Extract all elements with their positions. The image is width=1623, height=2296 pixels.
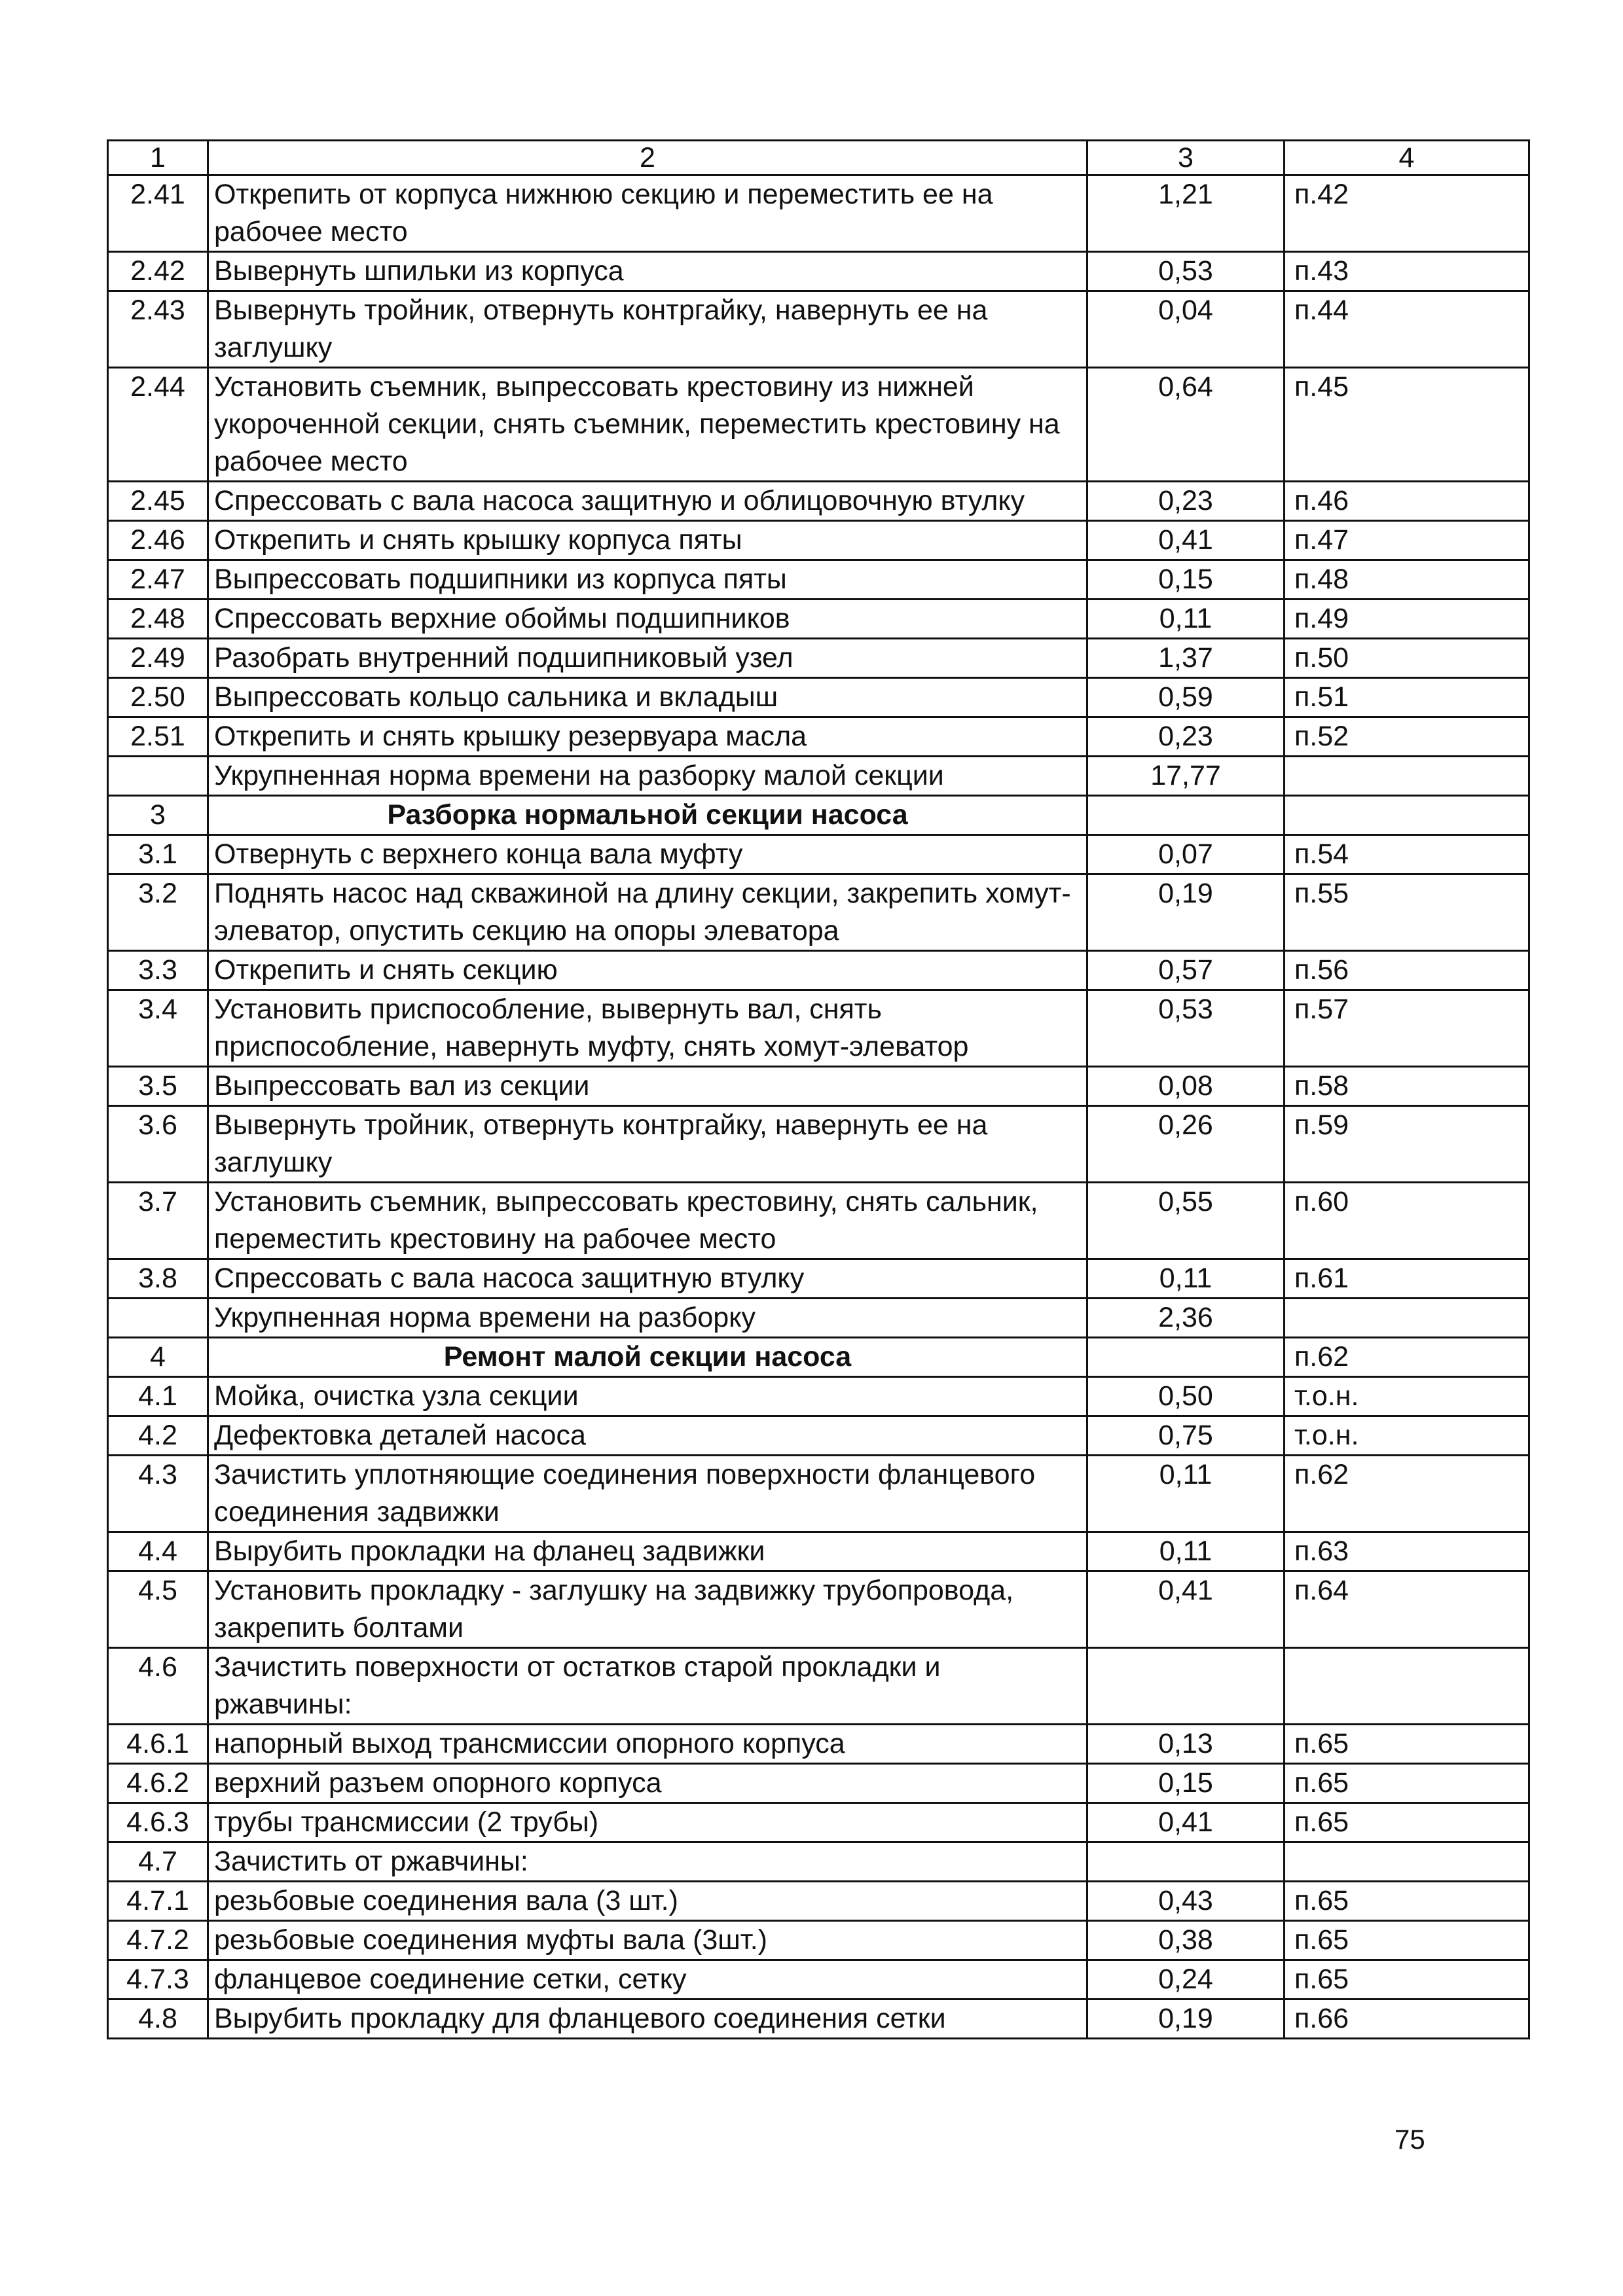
operation-description: Зачистить поверхности от остатков старой прокладки и ржавчины: — [208, 1648, 1087, 1725]
operation-description: Укрупненная норма времени на разборку — [208, 1299, 1087, 1338]
row-number: 4.7.2 — [108, 1921, 208, 1960]
reference: п.61 — [1285, 1259, 1529, 1299]
operation-description: резьбовые соединения муфты вала (3шт.) — [208, 1921, 1087, 1960]
header-col-4: 4 — [1285, 141, 1529, 175]
row-number: 3.4 — [108, 990, 208, 1067]
row-number: 4.7.3 — [108, 1960, 208, 2000]
operation-description: Вывернуть шпильки из корпуса — [208, 252, 1087, 291]
reference: п.43 — [1285, 252, 1529, 291]
reference — [1285, 757, 1529, 796]
time-norm: 0,23 — [1087, 482, 1285, 521]
table-row — [108, 1882, 1529, 1921]
row-number: 4.8 — [108, 2000, 208, 2039]
operation-description: Спрессовать верхние обоймы подшипников — [208, 600, 1087, 639]
time-norm: 0,24 — [1087, 1960, 1285, 2000]
reference — [1285, 1648, 1529, 1725]
time-norm: 0,13 — [1087, 1725, 1285, 1764]
time-norm: 17,77 — [1087, 757, 1285, 796]
operation-description: Открепить от корпуса нижнюю секцию и переместить ее на рабочее место — [208, 175, 1087, 252]
section-row — [108, 796, 1529, 835]
reference: п.48 — [1285, 560, 1529, 600]
table-row — [108, 1259, 1529, 1299]
row-number: 2.45 — [108, 482, 208, 521]
operation-description: трубы трансмиссии (2 трубы) — [208, 1803, 1087, 1842]
reference: п.65 — [1285, 1960, 1529, 2000]
time-norm: 0,53 — [1087, 990, 1285, 1067]
table-row — [108, 1532, 1529, 1571]
row-number: 2.50 — [108, 678, 208, 717]
operation-description: Открепить и снять секцию — [208, 951, 1087, 990]
table-row — [108, 1416, 1529, 1456]
time-norm: 2,36 — [1087, 1299, 1285, 1338]
operation-description: Выпрессовать кольцо сальника и вкладыш — [208, 678, 1087, 717]
reference: п.51 — [1285, 678, 1529, 717]
row-number: 4.7 — [108, 1842, 208, 1882]
row-number: 2.46 — [108, 521, 208, 560]
table-row — [108, 291, 1529, 368]
row-number: 2.49 — [108, 639, 208, 678]
row-number: 4 — [108, 1338, 208, 1377]
operation-description: Вывернуть тройник, отвернуть контргайку, навернуть ее на заглушку — [208, 1106, 1087, 1183]
table-row — [108, 835, 1529, 874]
time-norm: 0,15 — [1087, 560, 1285, 600]
reference: п.55 — [1285, 874, 1529, 951]
time-norm: 0,55 — [1087, 1183, 1285, 1259]
time-norm: 0,11 — [1087, 1532, 1285, 1571]
reference: п.46 — [1285, 482, 1529, 521]
row-number: 2.51 — [108, 717, 208, 757]
operation-description: Установить съемник, выпрессовать крестовину из нижней укороченной секции, снять съемник, переместить крестовину на рабочее место — [208, 368, 1087, 482]
table-row — [108, 757, 1529, 796]
reference: п.44 — [1285, 291, 1529, 368]
table-body — [108, 175, 1529, 2039]
operation-description: Открепить и снять крышку корпуса пяты — [208, 521, 1087, 560]
row-number: 3.5 — [108, 1067, 208, 1106]
operation-description: Разборка нормальной секции насоса — [208, 796, 1087, 835]
row-number: 4.7.1 — [108, 1882, 208, 1921]
table-row — [108, 1377, 1529, 1416]
time-norm: 0,53 — [1087, 252, 1285, 291]
table-row — [108, 1803, 1529, 1842]
table-row — [108, 1960, 1529, 2000]
reference: п.45 — [1285, 368, 1529, 482]
table-row — [108, 1183, 1529, 1259]
time-norm: 0,41 — [1087, 1803, 1285, 1842]
time-norm: 0,26 — [1087, 1106, 1285, 1183]
table-row — [108, 678, 1529, 717]
reference — [1285, 796, 1529, 835]
row-number: 3.8 — [108, 1259, 208, 1299]
table-row — [108, 1921, 1529, 1960]
operation-description: фланцевое соединение сетки, сетку — [208, 1960, 1087, 2000]
time-norm: 0,15 — [1087, 1764, 1285, 1803]
row-number: 2.41 — [108, 175, 208, 252]
time-norm: 0,08 — [1087, 1067, 1285, 1106]
table-row — [108, 639, 1529, 678]
table-row — [108, 175, 1529, 252]
row-number: 3.6 — [108, 1106, 208, 1183]
time-norm: 0,43 — [1087, 1882, 1285, 1921]
reference: п.65 — [1285, 1921, 1529, 1960]
table-row — [108, 368, 1529, 482]
table-row — [108, 600, 1529, 639]
operation-description: верхний разъем опорного корпуса — [208, 1764, 1087, 1803]
reference: п.49 — [1285, 600, 1529, 639]
reference: п.65 — [1285, 1803, 1529, 1842]
table-row — [108, 1764, 1529, 1803]
table-row — [108, 1648, 1529, 1725]
reference: т.о.н. — [1285, 1416, 1529, 1456]
reference — [1285, 1299, 1529, 1338]
table-row — [108, 1456, 1529, 1532]
row-number: 2.43 — [108, 291, 208, 368]
header-col-2: 2 — [208, 141, 1087, 175]
header-col-3: 3 — [1087, 141, 1285, 175]
table-row — [108, 717, 1529, 757]
operation-description: Установить приспособление, вывернуть вал, снять приспособление, навернуть муфту, снять хомут-элеватор — [208, 990, 1087, 1067]
table-row — [108, 1067, 1529, 1106]
reference: п.52 — [1285, 717, 1529, 757]
row-number: 3 — [108, 796, 208, 835]
operation-description: Поднять насос над скважиной на длину секции, закрепить хомут-элеватор, опустить секцию на опоры элеватора — [208, 874, 1087, 951]
table-row — [108, 482, 1529, 521]
row-number: 4.6.3 — [108, 1803, 208, 1842]
time-norm: 0,59 — [1087, 678, 1285, 717]
reference: п.65 — [1285, 1764, 1529, 1803]
operation-description: Мойка, очистка узла секции — [208, 1377, 1087, 1416]
reference: п.65 — [1285, 1725, 1529, 1764]
time-norm: 0,04 — [1087, 291, 1285, 368]
reference: п.47 — [1285, 521, 1529, 560]
table-row — [108, 1106, 1529, 1183]
reference: т.о.н. — [1285, 1377, 1529, 1416]
row-number: 3.1 — [108, 835, 208, 874]
reference: п.65 — [1285, 1882, 1529, 1921]
time-norm: 0,64 — [1087, 368, 1285, 482]
table-row — [108, 990, 1529, 1067]
table-row — [108, 1299, 1529, 1338]
operation-description: Спрессовать с вала насоса защитную и облицовочную втулку — [208, 482, 1087, 521]
row-number: 2.42 — [108, 252, 208, 291]
time-norm — [1087, 1338, 1285, 1377]
table-row — [108, 951, 1529, 990]
row-number: 4.5 — [108, 1571, 208, 1648]
row-number — [108, 757, 208, 796]
operation-description: Спрессовать с вала насоса защитную втулку — [208, 1259, 1087, 1299]
section-row — [108, 1338, 1529, 1377]
reference: п.42 — [1285, 175, 1529, 252]
operation-description: Дефектовка деталей насоса — [208, 1416, 1087, 1456]
operation-description: Выпрессовать вал из секции — [208, 1067, 1087, 1106]
time-norm — [1087, 796, 1285, 835]
table-row — [108, 1725, 1529, 1764]
row-number — [108, 1299, 208, 1338]
time-norm: 1,37 — [1087, 639, 1285, 678]
operation-description: Разобрать внутренний подшипниковый узел — [208, 639, 1087, 678]
reference: п.60 — [1285, 1183, 1529, 1259]
row-number: 2.47 — [108, 560, 208, 600]
time-norm: 0,23 — [1087, 717, 1285, 757]
row-number: 4.6.1 — [108, 1725, 208, 1764]
reference: п.59 — [1285, 1106, 1529, 1183]
table-row — [108, 1571, 1529, 1648]
reference: п.66 — [1285, 2000, 1529, 2039]
table-row — [108, 874, 1529, 951]
reference: п.63 — [1285, 1532, 1529, 1571]
operation-description: резьбовые соединения вала (3 шт.) — [208, 1882, 1087, 1921]
header-col-1: 1 — [108, 141, 208, 175]
reference: п.62 — [1285, 1456, 1529, 1532]
header-row — [108, 141, 1529, 175]
time-norm: 0,50 — [1087, 1377, 1285, 1416]
reference: п.62 — [1285, 1338, 1529, 1377]
time-norm: 0,41 — [1087, 521, 1285, 560]
operation-description: Вывернуть тройник, отвернуть контргайку, навернуть ее на заглушку — [208, 291, 1087, 368]
time-norm: 0,19 — [1087, 2000, 1285, 2039]
operation-description: напорный выход трансмиссии опорного корпуса — [208, 1725, 1087, 1764]
operation-description: Вырубить прокладку для фланцевого соединения сетки — [208, 2000, 1087, 2039]
row-number: 4.6 — [108, 1648, 208, 1725]
reference: п.54 — [1285, 835, 1529, 874]
operation-description: Укрупненная норма времени на разборку малой секции — [208, 757, 1087, 796]
row-number: 4.4 — [108, 1532, 208, 1571]
reference: п.50 — [1285, 639, 1529, 678]
table-row — [108, 2000, 1529, 2039]
operation-description: Вырубить прокладки на фланец задвижки — [208, 1532, 1087, 1571]
norms-table — [107, 139, 1530, 2039]
row-number: 3.2 — [108, 874, 208, 951]
time-norm: 0,57 — [1087, 951, 1285, 990]
operation-description: Ремонт малой секции насоса — [208, 1338, 1087, 1377]
row-number: 4.2 — [108, 1416, 208, 1456]
reference: п.64 — [1285, 1571, 1529, 1648]
time-norm: 1,21 — [1087, 175, 1285, 252]
reference: п.58 — [1285, 1067, 1529, 1106]
page-number: 75 — [1395, 2124, 1425, 2155]
reference: п.57 — [1285, 990, 1529, 1067]
row-number: 4.1 — [108, 1377, 208, 1416]
row-number: 4.3 — [108, 1456, 208, 1532]
operation-description: Зачистить от ржавчины: — [208, 1842, 1087, 1882]
table-row — [108, 521, 1529, 560]
reference: п.56 — [1285, 951, 1529, 990]
time-norm: 0,75 — [1087, 1416, 1285, 1456]
time-norm: 0,11 — [1087, 1456, 1285, 1532]
operation-description: Выпрессовать подшипники из корпуса пяты — [208, 560, 1087, 600]
reference — [1285, 1842, 1529, 1882]
operation-description: Установить прокладку - заглушку на задвижку трубопровода, закрепить болтами — [208, 1571, 1087, 1648]
row-number: 3.7 — [108, 1183, 208, 1259]
table-row — [108, 560, 1529, 600]
time-norm — [1087, 1648, 1285, 1725]
time-norm — [1087, 1842, 1285, 1882]
time-norm: 0,41 — [1087, 1571, 1285, 1648]
operation-description: Зачистить уплотняющие соединения поверхности фланцевого соединения задвижки — [208, 1456, 1087, 1532]
row-number: 2.48 — [108, 600, 208, 639]
table-row — [108, 252, 1529, 291]
row-number: 2.44 — [108, 368, 208, 482]
time-norm: 0,11 — [1087, 1259, 1285, 1299]
time-norm: 0,38 — [1087, 1921, 1285, 1960]
row-number: 3.3 — [108, 951, 208, 990]
operation-description: Установить съемник, выпрессовать крестовину, снять сальник, переместить крестовину на рабочее место — [208, 1183, 1087, 1259]
table-row — [108, 1842, 1529, 1882]
time-norm: 0,19 — [1087, 874, 1285, 951]
operation-description: Открепить и снять крышку резервуара масла — [208, 717, 1087, 757]
row-number: 4.6.2 — [108, 1764, 208, 1803]
operation-description: Отвернуть с верхнего конца вала муфту — [208, 835, 1087, 874]
time-norm: 0,11 — [1087, 600, 1285, 639]
time-norm: 0,07 — [1087, 835, 1285, 874]
